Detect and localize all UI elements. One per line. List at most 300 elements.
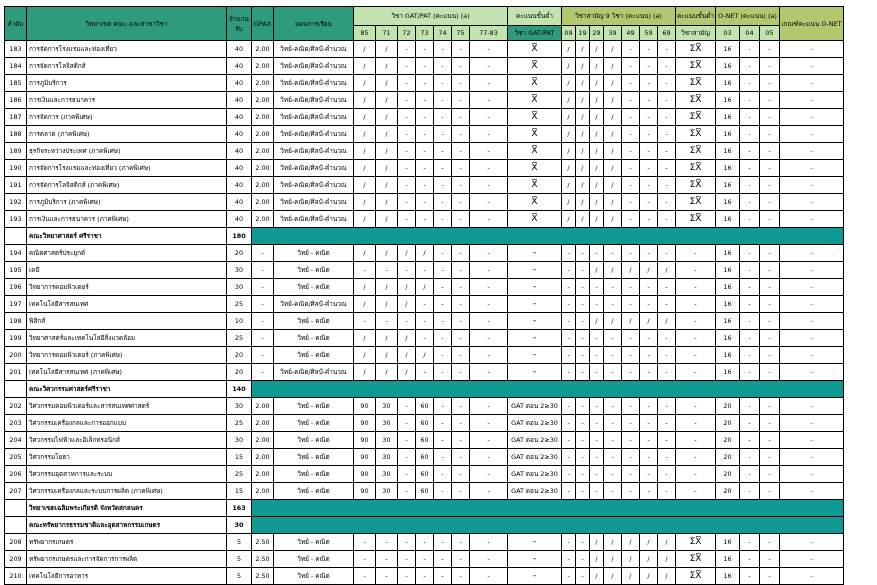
onet-score: - — [760, 432, 780, 449]
onet-score: 16 — [716, 262, 740, 279]
gatpat-score: - — [452, 364, 470, 381]
onet-score: - — [740, 279, 760, 296]
onet-score: 16 — [716, 58, 740, 75]
min-gatpat-score: X̅ — [508, 177, 562, 194]
onet-criteria: - — [780, 449, 844, 466]
min-gatpat-score: X̅ — [508, 143, 562, 160]
onet-score: - — [760, 92, 780, 109]
min-core-score: ΣX̅ — [676, 568, 716, 585]
row-number: 209 — [5, 551, 27, 568]
onet-score: - — [760, 126, 780, 143]
core-subject-score: / — [576, 143, 590, 160]
min-gatpat-score: X̅ — [508, 58, 562, 75]
core-subject-score: - — [562, 534, 576, 551]
gatpat-score: - — [416, 41, 434, 58]
faculty-seats: 140 — [227, 381, 252, 398]
gatpat-score: 90 — [354, 398, 376, 415]
onet-score: - — [740, 398, 760, 415]
gatpat-score: / — [376, 126, 398, 143]
gatpat-score: / — [376, 177, 398, 194]
gatpat-score: / — [354, 330, 376, 347]
program-row — [5, 194, 844, 211]
onet-criteria: - — [780, 262, 844, 279]
program-name: วิศวกรรมเครื่องกลและการออกแบบ — [27, 415, 227, 432]
onet-criteria: - — [780, 296, 844, 313]
program-seats: 40 — [227, 177, 252, 194]
core-subject-score: - — [658, 449, 676, 466]
core-subject-score: - — [576, 568, 590, 585]
core-subject-score: - — [562, 551, 576, 568]
program-seats: 30 — [227, 398, 252, 415]
min-gatpat-score: GAT ตอน 2≥30 — [508, 398, 562, 415]
faculty-band — [252, 517, 844, 534]
gatpat-score: - — [470, 211, 508, 228]
gatpat-score: - — [434, 143, 452, 160]
program-plan: วิทย์-คณิต/ศิลป์-คำนวณ — [274, 296, 354, 313]
gatpat-score: - — [416, 534, 434, 551]
gatpat-score: - — [470, 568, 508, 585]
gatpat-score: - — [470, 466, 508, 483]
program-row — [5, 58, 844, 75]
core-subject-score: - — [590, 279, 604, 296]
program-row — [5, 126, 844, 143]
gatpat-score: - — [398, 551, 416, 568]
gatpat-score: 90 — [354, 466, 376, 483]
gatpat-score: - — [376, 534, 398, 551]
onet-score: 16 — [716, 109, 740, 126]
faculty-no-cell — [5, 228, 27, 245]
onet-score: - — [760, 262, 780, 279]
core-subject-score: / — [562, 126, 576, 143]
gatpat-score: - — [452, 313, 470, 330]
onet-score: - — [760, 177, 780, 194]
program-gpax: 2.00 — [252, 194, 274, 211]
core-subject-score: - — [590, 296, 604, 313]
gatpat-score: - — [354, 551, 376, 568]
core-subject-score: - — [640, 211, 658, 228]
core-subject-score: / — [590, 126, 604, 143]
gatpat-score: - — [434, 398, 452, 415]
onet-criteria: - — [780, 432, 844, 449]
min-gatpat-score: X̅ — [508, 75, 562, 92]
program-gpax: 2.50 — [252, 534, 274, 551]
core-subject-score: / — [604, 313, 622, 330]
core-subject-score: / — [590, 194, 604, 211]
onet-criteria: - — [780, 126, 844, 143]
min-core-score: ΣX̅ — [676, 177, 716, 194]
program-row — [5, 143, 844, 160]
program-plan: วิทย์ - คณิต — [274, 432, 354, 449]
header-no: ลำดับ — [5, 7, 27, 41]
core-subject-score: - — [658, 296, 676, 313]
core-subject-score: / — [604, 211, 622, 228]
core-subject-score: / — [640, 568, 658, 585]
core-subject-score: - — [640, 415, 658, 432]
core-subject-score: - — [640, 398, 658, 415]
gatpat-score: - — [470, 177, 508, 194]
program-gpax: - — [252, 296, 274, 313]
gatpat-score: - — [434, 92, 452, 109]
row-number: 202 — [5, 398, 27, 415]
core-subject-score: - — [604, 347, 622, 364]
core-subject-score: - — [658, 41, 676, 58]
onet-score: 20 — [716, 415, 740, 432]
core-subject-score: - — [658, 143, 676, 160]
core-subject-score: / — [576, 58, 590, 75]
onet-score: - — [740, 483, 760, 500]
program-seats: 40 — [227, 58, 252, 75]
program-name: การเงินและการธนาคาร — [27, 92, 227, 109]
gatpat-score: - — [452, 330, 470, 347]
gatpat-score: - — [434, 296, 452, 313]
core-subject-score: - — [658, 432, 676, 449]
core-subject-score: / — [576, 41, 590, 58]
program-gpax: - — [252, 262, 274, 279]
onet-criteria: - — [780, 75, 844, 92]
program-name: เทคโนโลยีการอาหาร — [27, 568, 227, 585]
core-subject-score: / — [658, 551, 676, 568]
core-subject-score: / — [576, 109, 590, 126]
min-gatpat-score: GAT ตอน 2≥30 — [508, 432, 562, 449]
core-subject-col-header: 29 — [590, 26, 604, 41]
gatpat-score: / — [398, 245, 416, 262]
core-subject-score: / — [604, 75, 622, 92]
program-gpax: 2.00 — [252, 449, 274, 466]
header-row — [5, 7, 844, 26]
header-min-gatpat: คะแนนขั้นต่ำ — [508, 7, 562, 26]
onet-criteria: - — [780, 568, 844, 585]
gatpat-score: - — [470, 483, 508, 500]
core-subject-score: - — [622, 211, 640, 228]
core-subject-score: / — [604, 58, 622, 75]
onet-score: 16 — [716, 143, 740, 160]
onet-score: - — [740, 296, 760, 313]
gatpat-score: / — [398, 279, 416, 296]
gatpat-score: / — [354, 58, 376, 75]
onet-score: 16 — [716, 534, 740, 551]
core-subject-score: / — [590, 313, 604, 330]
onet-score: 16 — [716, 75, 740, 92]
gatpat-score: - — [434, 534, 452, 551]
onet-score: - — [740, 41, 760, 58]
core-subject-score: - — [604, 483, 622, 500]
program-gpax: 2.00 — [252, 160, 274, 177]
min-gatpat-score: GAT ตอน 2≥30 — [508, 449, 562, 466]
program-row — [5, 449, 844, 466]
onet-score: 16 — [716, 41, 740, 58]
program-plan: วิทย์ - คณิต — [274, 313, 354, 330]
gatpat-score: - — [398, 58, 416, 75]
gatpat-score: - — [416, 75, 434, 92]
core-subject-score: - — [622, 177, 640, 194]
core-subject-score: - — [576, 279, 590, 296]
program-name: วิศวกรรมคอมพิวเตอร์และสารสนเทศศาสตร์ — [27, 398, 227, 415]
core-subject-score: - — [640, 194, 658, 211]
gatpat-col-header: 71 — [376, 26, 398, 41]
core-subject-score: / — [576, 126, 590, 143]
min-core-score: - — [676, 347, 716, 364]
program-name: ทรัพยากรเกษตร — [27, 534, 227, 551]
core-subject-score: - — [640, 347, 658, 364]
core-subject-col-header: 19 — [576, 26, 590, 41]
onet-score: - — [760, 364, 780, 381]
core-subject-score: - — [658, 58, 676, 75]
onet-col-header: 03 — [716, 26, 740, 41]
core-subject-score: / — [658, 534, 676, 551]
program-name: วิศวกรรมไฟฟ้าและอิเล็กทรอนิกส์ — [27, 432, 227, 449]
gatpat-score: - — [434, 75, 452, 92]
row-number: 204 — [5, 432, 27, 449]
gatpat-score: 60 — [416, 449, 434, 466]
program-seats: 20 — [227, 364, 252, 381]
gatpat-score: / — [398, 330, 416, 347]
core-subject-score: - — [590, 483, 604, 500]
gatpat-score: / — [416, 347, 434, 364]
core-subject-score: / — [640, 262, 658, 279]
core-subject-score: / — [576, 75, 590, 92]
gatpat-score: - — [416, 109, 434, 126]
core-subject-score: - — [604, 279, 622, 296]
header-gatpat: วิชา GAT/PAT (คะแนน) (a) — [354, 7, 508, 26]
core-subject-score: / — [590, 92, 604, 109]
gatpat-score: - — [470, 364, 508, 381]
gatpat-score: - — [398, 41, 416, 58]
program-row — [5, 245, 844, 262]
core-subject-score: / — [604, 534, 622, 551]
gatpat-score: - — [434, 245, 452, 262]
onet-col-header: 05 — [760, 26, 780, 41]
program-plan: วิทย์-คณิต/ศิลป์-คำนวณ — [274, 160, 354, 177]
core-subject-score: - — [622, 143, 640, 160]
core-subject-score: - — [604, 245, 622, 262]
program-seats: 30 — [227, 262, 252, 279]
min-gatpat-score: X̅ — [508, 194, 562, 211]
core-subject-score: - — [562, 245, 576, 262]
min-core-score: ΣX̅ — [676, 75, 716, 92]
gatpat-score: - — [434, 347, 452, 364]
onet-score: - — [740, 449, 760, 466]
gatpat-score: - — [434, 449, 452, 466]
gatpat-score: - — [398, 432, 416, 449]
program-seats: 5 — [227, 568, 252, 585]
core-subject-score: / — [590, 41, 604, 58]
min-core-score: - — [676, 245, 716, 262]
program-plan: วิทย์-คณิต/ศิลป์-คำนวณ — [274, 126, 354, 143]
onet-score: - — [760, 75, 780, 92]
core-subject-score: / — [658, 262, 676, 279]
gatpat-score: - — [452, 347, 470, 364]
row-number: 203 — [5, 415, 27, 432]
core-subject-score: - — [590, 415, 604, 432]
core-subject-col-header: 59 — [640, 26, 658, 41]
table-body — [5, 41, 844, 585]
onet-criteria: - — [780, 347, 844, 364]
program-plan: วิทย์ - คณิต — [274, 415, 354, 432]
min-gatpat-score: - — [508, 279, 562, 296]
core-subject-score: - — [622, 126, 640, 143]
program-plan: วิทย์ - คณิต — [274, 466, 354, 483]
core-subject-score: / — [590, 109, 604, 126]
onet-score: 16 — [716, 568, 740, 585]
core-subject-score: / — [622, 313, 640, 330]
gatpat-score: - — [452, 177, 470, 194]
onet-score: - — [740, 58, 760, 75]
core-subject-score: - — [590, 245, 604, 262]
core-subject-score: - — [640, 58, 658, 75]
onet-criteria: - — [780, 58, 844, 75]
gatpat-score: - — [416, 313, 434, 330]
gatpat-score: - — [398, 75, 416, 92]
onet-score: 20 — [716, 466, 740, 483]
gatpat-score: - — [354, 262, 376, 279]
gatpat-score: - — [434, 415, 452, 432]
gatpat-score: - — [452, 211, 470, 228]
gatpat-score: - — [416, 160, 434, 177]
core-subject-col-header: 49 — [622, 26, 640, 41]
onet-score: - — [760, 415, 780, 432]
program-plan: วิทย์ - คณิต — [274, 449, 354, 466]
onet-score: 16 — [716, 313, 740, 330]
onet-score: - — [740, 143, 760, 160]
core-subject-score: - — [640, 245, 658, 262]
core-subject-score: - — [576, 483, 590, 500]
program-seats: 30 — [227, 279, 252, 296]
onet-score: - — [740, 364, 760, 381]
gatpat-score: - — [416, 92, 434, 109]
min-core-score: ΣX̅ — [676, 109, 716, 126]
program-row — [5, 398, 844, 415]
gatpat-score: 60 — [416, 432, 434, 449]
core-subject-score: / — [562, 143, 576, 160]
header-plan: แผนการเรียน — [274, 7, 354, 41]
core-subject-score: - — [562, 296, 576, 313]
core-subject-score: - — [640, 126, 658, 143]
program-gpax: - — [252, 245, 274, 262]
program-plan: วิทย์-คณิต/ศิลป์-คำนวณ — [274, 364, 354, 381]
gatpat-score: - — [398, 194, 416, 211]
core-subject-score: - — [622, 483, 640, 500]
row-number: 185 — [5, 75, 27, 92]
program-gpax: 2.00 — [252, 415, 274, 432]
min-gatpat-subheader: วิชา GAT/PAT — [508, 26, 562, 41]
gatpat-score: - — [416, 194, 434, 211]
gatpat-col-header: 73 — [416, 26, 434, 41]
onet-score: - — [760, 483, 780, 500]
onet-score: - — [760, 330, 780, 347]
core-subject-score: - — [658, 194, 676, 211]
onet-score: - — [760, 449, 780, 466]
gatpat-score: 60 — [416, 466, 434, 483]
header-gpax: GPAX — [252, 7, 274, 41]
gatpat-score: - — [452, 143, 470, 160]
core-subject-score: / — [622, 568, 640, 585]
gatpat-score: - — [398, 398, 416, 415]
row-number: 183 — [5, 41, 27, 58]
core-subject-score: - — [622, 364, 640, 381]
gatpat-score: - — [452, 41, 470, 58]
onet-score: 20 — [716, 449, 740, 466]
program-name: การจัดการ (ภาคพิเศษ) — [27, 109, 227, 126]
onet-score: - — [740, 92, 760, 109]
core-subject-score: - — [590, 398, 604, 415]
program-plan: วิทย์-คณิต/ศิลป์-คำนวณ — [274, 75, 354, 92]
faculty-name: คณะวิศวกรรมศาสตร์ศรีราชา — [27, 381, 227, 398]
core-subject-score: - — [658, 160, 676, 177]
gatpat-score: - — [434, 466, 452, 483]
program-seats: 25 — [227, 330, 252, 347]
min-gatpat-score: - — [508, 262, 562, 279]
onet-score: 16 — [716, 364, 740, 381]
core-subject-score: - — [640, 432, 658, 449]
core-subject-score: - — [576, 313, 590, 330]
gatpat-score: / — [376, 211, 398, 228]
core-subject-score: / — [562, 194, 576, 211]
gatpat-score: 30 — [376, 449, 398, 466]
gatpat-score: 60 — [416, 415, 434, 432]
gatpat-score: - — [470, 296, 508, 313]
onet-criteria: - — [780, 177, 844, 194]
program-name: ทรัพยากรเกษตรและการจัดการการผลิต — [27, 551, 227, 568]
core-subject-score: / — [590, 568, 604, 585]
row-number: 197 — [5, 296, 27, 313]
row-number: 207 — [5, 483, 27, 500]
gatpat-score: / — [376, 58, 398, 75]
min-gatpat-score: GAT ตอน 2≥30 — [508, 415, 562, 432]
gatpat-score: - — [416, 568, 434, 585]
core-subject-score: - — [590, 432, 604, 449]
core-subject-score: / — [562, 160, 576, 177]
gatpat-score: / — [376, 75, 398, 92]
program-row — [5, 296, 844, 313]
core-subject-score: - — [658, 415, 676, 432]
gatpat-score: - — [470, 109, 508, 126]
core-subject-score: - — [622, 160, 640, 177]
min-core-score: ΣX̅ — [676, 551, 716, 568]
core-subject-score: / — [640, 551, 658, 568]
gatpat-score: - — [434, 364, 452, 381]
core-subject-score: - — [622, 41, 640, 58]
program-gpax: 2.50 — [252, 551, 274, 568]
gatpat-score: - — [354, 568, 376, 585]
onet-score: - — [760, 41, 780, 58]
core-subject-score: / — [562, 58, 576, 75]
core-subject-score: - — [640, 466, 658, 483]
gatpat-score: / — [354, 92, 376, 109]
gatpat-score: / — [354, 160, 376, 177]
core-subject-score: - — [562, 313, 576, 330]
gatpat-score: 30 — [376, 483, 398, 500]
onet-score: 16 — [716, 347, 740, 364]
core-subject-score: - — [640, 143, 658, 160]
core-subject-col-header: 39 — [604, 26, 622, 41]
program-seats: 10 — [227, 313, 252, 330]
gatpat-score: - — [434, 568, 452, 585]
program-gpax: - — [252, 279, 274, 296]
gatpat-score: / — [354, 347, 376, 364]
min-core-score: ΣX̅ — [676, 92, 716, 109]
gatpat-score: / — [376, 279, 398, 296]
core-subject-score: - — [604, 296, 622, 313]
gatpat-score: - — [434, 211, 452, 228]
gatpat-score: - — [376, 551, 398, 568]
onet-col-header: 04 — [740, 26, 760, 41]
core-subject-score: - — [576, 415, 590, 432]
onet-score: - — [760, 143, 780, 160]
gatpat-score: - — [398, 466, 416, 483]
core-subject-score: / — [604, 262, 622, 279]
onet-criteria: - — [780, 313, 844, 330]
program-plan: วิทย์ - คณิต — [274, 534, 354, 551]
